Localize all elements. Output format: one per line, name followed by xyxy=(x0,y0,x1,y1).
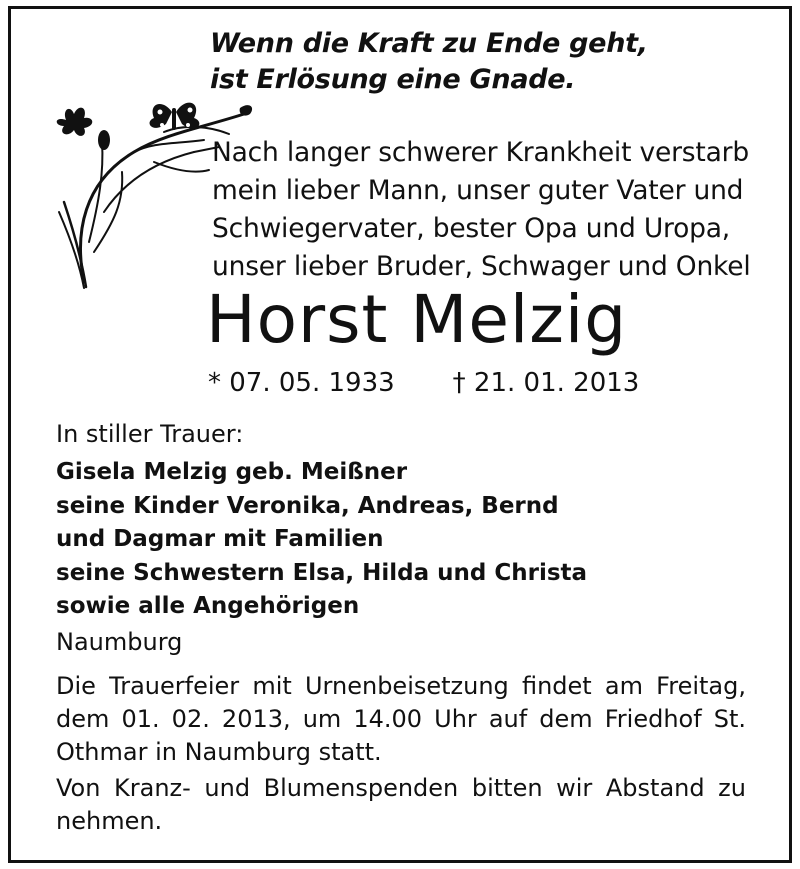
life-dates xyxy=(208,366,639,400)
motto-quote xyxy=(210,26,648,98)
death-date: † 21. 01. 2013 xyxy=(452,368,640,398)
intro-line: unser lieber Bruder, Schwager und Onkel xyxy=(212,251,751,282)
deceased-name: Horst Melzig xyxy=(206,281,628,358)
mourner-line: seine Schwestern Elsa, Hilda und Christa xyxy=(56,559,588,586)
intro-line: Schwiegervater, bester Opa und Uropa, xyxy=(212,213,731,244)
motto-line-2: ist Erlösung eine Gnade. xyxy=(210,64,576,95)
place-name: Naumburg xyxy=(56,628,183,656)
intro-line: mein lieber Mann, unser guter Vater und xyxy=(212,175,744,206)
mourner-line: seine Kinder Veronika, Andreas, Bernd xyxy=(56,492,559,519)
motto-line-1: Wenn die Kraft zu Ende geht, xyxy=(210,28,648,59)
intro-text xyxy=(212,134,751,286)
mourner-line: und Dagmar mit Familien xyxy=(56,526,384,552)
mourning-label: In stiller Trauer: xyxy=(56,420,244,448)
birth-date: * 07. 05. 1933 xyxy=(208,368,395,398)
flowers-note: Von Kranz- und Blumenspenden bitten wir Abstand zu nehmen. xyxy=(56,774,746,835)
mourner-line: Gisela Melzig geb. Meißner xyxy=(56,459,408,485)
ceremony-info: Die Trauerfeier mit Urnenbeisetzung findet am Freitag, dem 01. 02. 2013, um 14.00 Uhr auf dem Friedhof St. Othmar in Naumburg statt. xyxy=(56,672,746,766)
mourners-list xyxy=(56,456,587,624)
mourner-line: sowie alle Angehörigen xyxy=(56,593,360,619)
intro-line: Nach langer schwerer Krankheit verstarb xyxy=(212,137,749,168)
